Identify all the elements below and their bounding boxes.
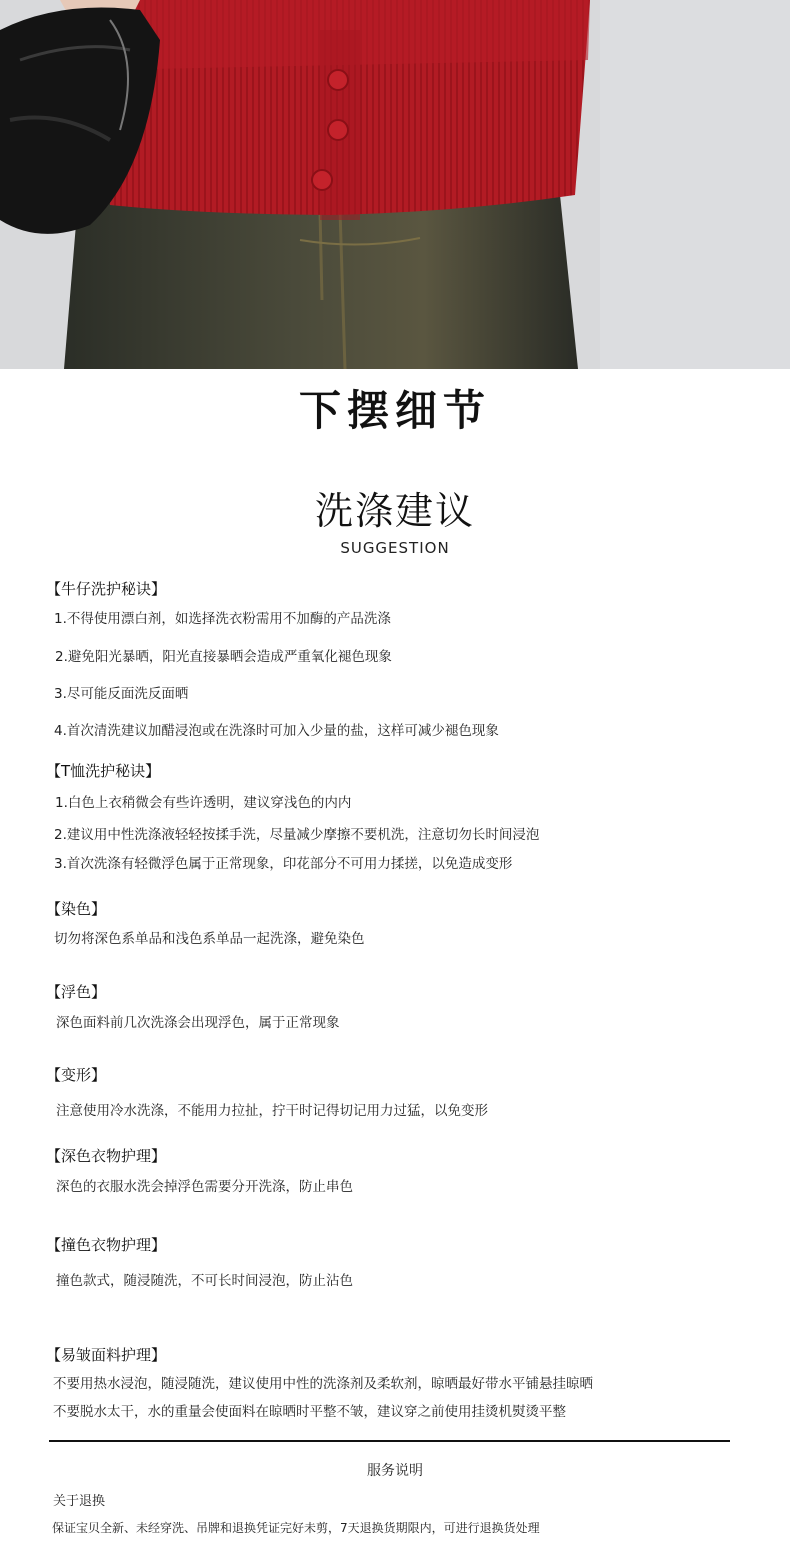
dye-title: 【染色】 [46, 900, 107, 918]
contrast-care-title: 【撞色衣物护理】 [46, 1236, 167, 1254]
denim-care-item: 1.不得使用漂白剂，如选择洗衣粉需用不加酶的产品洗涤 [54, 611, 391, 627]
dye-text: 切勿将深色系单品和浅色系单品一起洗涤，避免染色 [54, 931, 365, 947]
tshirt-care-item: 1.白色上衣稍微会有些许透明，建议穿浅色的内内 [55, 795, 352, 811]
denim-care-item: 2.避免阳光暴晒，阳光直接暴晒会造成严重氧化褪色现象 [55, 649, 392, 665]
denim-care-title: 【牛仔洗护秘诀】 [46, 580, 167, 598]
tshirt-care-item: 2.建议用中性洗涤液轻轻按揉手洗，尽量减少摩擦不要机洗，注意切勿长时间浸泡 [54, 827, 540, 843]
service-title: 服务说明 [367, 1463, 423, 1479]
wrinkle-care-title: 【易皱面料护理】 [46, 1346, 167, 1364]
returns-text: 保证宝贝全新、未经穿洗、吊牌和退换凭证完好未剪，7天退换货期限内，可进行退换货处理 [52, 1521, 540, 1535]
wash-heading: 洗涤建议 [314, 489, 475, 533]
product-photo [0, 0, 790, 369]
float-color-text: 深色面料前几次洗涤会出现浮色，属于正常现象 [56, 1015, 340, 1031]
dark-care-title: 【深色衣物护理】 [46, 1147, 167, 1165]
divider [49, 1440, 730, 1442]
dark-care-text: 深色的衣服水洗会掉浮色需要分开洗涤，防止串色 [56, 1179, 353, 1195]
tshirt-care-title: 【T恤洗护秘诀】 [46, 762, 161, 780]
deform-text: 注意使用冷水洗涤，不能用力拉扯，拧干时记得切记用力过猛，以免变形 [56, 1103, 488, 1119]
denim-care-item: 3.尽可能反面洗反面晒 [54, 686, 189, 702]
wrinkle-care-item: 不要脱水太干，水的重量会使面料在晾晒时平整不皱，建议穿之前使用挂烫机熨烫平整 [53, 1404, 566, 1420]
wash-subheading: SUGGESTION [340, 539, 450, 557]
detail-heading: 下摆细节 [298, 386, 491, 435]
contrast-care-text: 撞色款式，随浸随洗，不可长时间浸泡，防止沾色 [56, 1273, 353, 1289]
wrinkle-care-item: 不要用热水浸泡，随浸随洗，建议使用中性的洗涤剂及柔软剂，晾晒最好带水平铺悬挂晾晒 [53, 1376, 593, 1392]
returns-title: 关于退换 [53, 1494, 106, 1509]
float-color-title: 【浮色】 [46, 983, 107, 1001]
tshirt-care-item: 3.首次洗涤有轻微浮色属于正常现象，印花部分不可用力揉搓，以免造成变形 [54, 856, 513, 872]
denim-care-item: 4.首次清洗建议加醋浸泡或在洗涤时可加入少量的盐，这样可减少褪色现象 [54, 723, 499, 739]
deform-title: 【变形】 [46, 1066, 107, 1084]
